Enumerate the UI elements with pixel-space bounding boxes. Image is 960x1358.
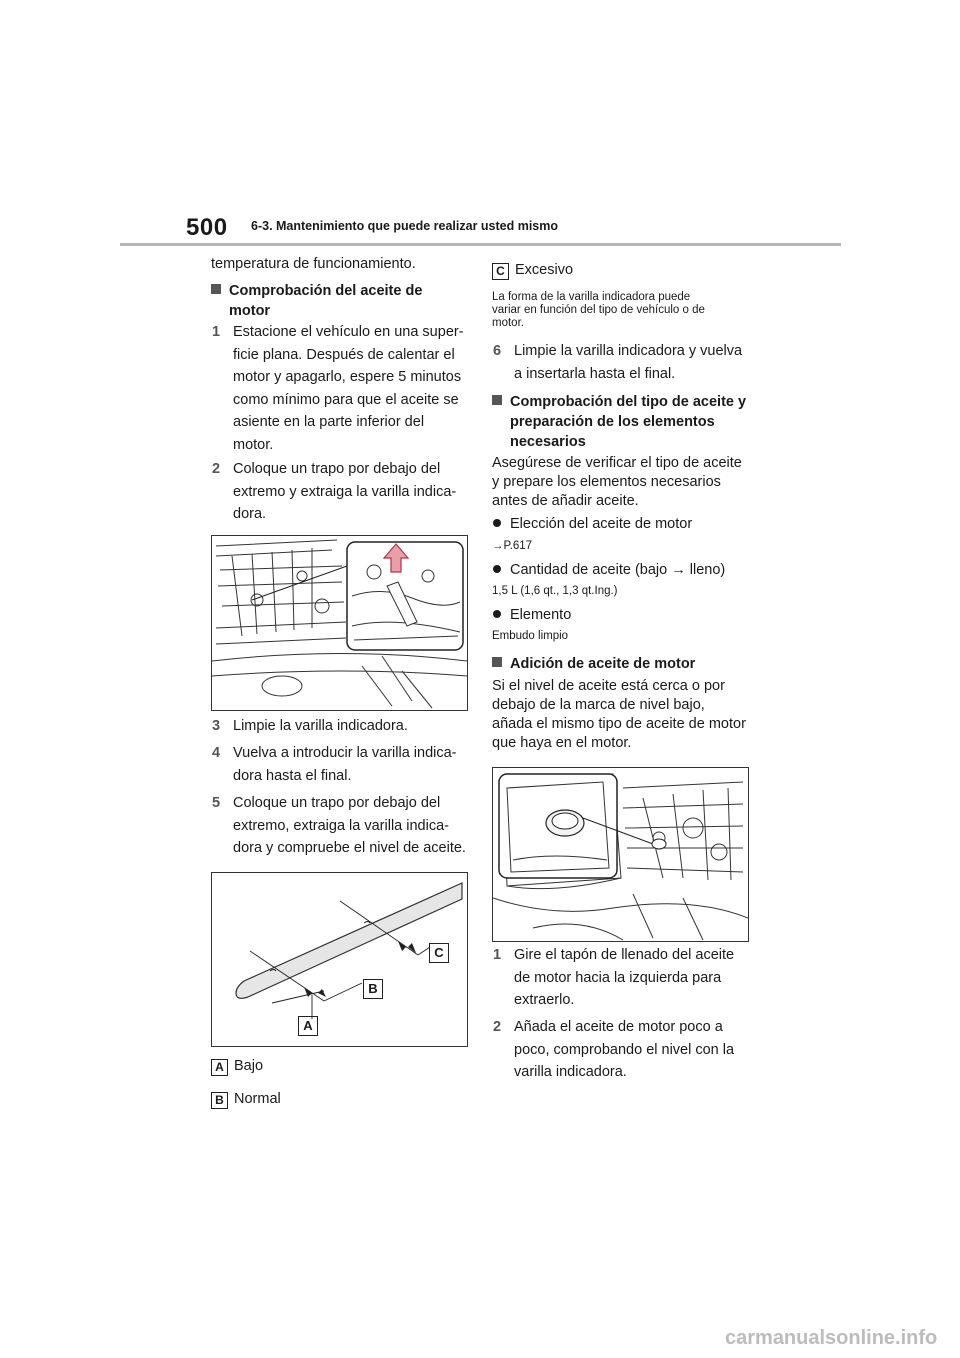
- page-number: 500: [186, 214, 228, 241]
- heading-add-oil: Adición de aceite de motor: [492, 654, 695, 674]
- bullet-icon: [493, 519, 501, 527]
- heading-oil-check: Comprobación del aceite de motor: [211, 281, 461, 321]
- ref-page: →P.617: [492, 540, 533, 552]
- intro-text: temperatura de funcionamiento.: [211, 256, 416, 272]
- step-1: 1 Estacione el vehículo en una super- ficie plana. Después de calentar el motor y apagarlo, espere 5 minutos como mínimo para que el aceite se asiente en la parte inferior del motor.: [212, 324, 464, 453]
- watermark: carmanualsonline.info: [725, 1327, 938, 1349]
- label-c: C: [429, 943, 449, 963]
- header-rule: [120, 243, 841, 246]
- legend-a-key: A: [211, 1059, 228, 1076]
- legend-b: B Normal: [211, 1088, 281, 1111]
- step-3: 3 Limpie la varilla indicadora.: [212, 718, 408, 734]
- section-title: 6-3. Mantenimiento que puede realizar usted mismo: [251, 219, 559, 233]
- bullet-oil-choice: Elección del aceite de motor: [493, 514, 692, 534]
- para-verify-oil: Asegúrese de verificar el tipo de aceite y prepare los elementos necesarios antes de añadir aceite.: [492, 455, 742, 509]
- legend-c: C Excesivo: [492, 259, 573, 282]
- step-2: 2 Coloque un trapo por debajo del extremo y extraiga la varilla indica- dora.: [212, 461, 457, 522]
- heading-square-icon: [492, 657, 502, 667]
- bullet-icon: [493, 610, 501, 618]
- heading-square-icon: [492, 395, 502, 405]
- legend-a: A Bajo: [211, 1055, 263, 1078]
- bullet-oil-quantity: Cantidad de aceite (bajo → lleno): [493, 560, 725, 580]
- note-dipstick-shape: La forma de la varilla indicadora puede variar en función del tipo de vehículo o de motor.: [492, 291, 705, 329]
- step-r2: 2 Añada el aceite de motor poco a poco, comprobando el nivel con la varilla indicadora.: [493, 1019, 735, 1080]
- heading-oil-type: Comprobación del tipo de aceite y preparación de los elementos necesarios: [492, 392, 757, 452]
- legend-c-key: C: [492, 263, 509, 280]
- step-6: 6 Limpie la varilla indicadora y vuelva a insertarla hasta el final.: [493, 343, 743, 382]
- label-a: A: [298, 1016, 318, 1036]
- step-4: 4 Vuelva a introducir la varilla indica- dora hasta el final.: [212, 745, 457, 784]
- step-5: 5 Coloque un trapo por debajo del extremo, extraiga la varilla indica- dora y compruebe el nivel de aceite.: [212, 795, 466, 856]
- label-b: B: [363, 979, 383, 999]
- oil-quantity-value: 1,5 L (1,6 qt., 1,3 qt.Ing.): [492, 585, 618, 597]
- figure-dipstick-removal: [211, 535, 468, 711]
- figure-dipstick-levels: [211, 872, 468, 1047]
- figure-oil-filler-cap: [492, 767, 749, 942]
- para-add-oil: Si el nivel de aceite está cerca o por debajo de la marca de nivel bajo, añada el mismo tipo de aceite de motor que haya en el motor.: [492, 678, 746, 751]
- bullet-icon: [493, 565, 501, 573]
- heading-square-icon: [211, 284, 221, 294]
- step-r1: 1 Gire el tapón de llenado del aceite de motor hacia la izquierda para extraerlo.: [493, 947, 735, 1008]
- bullet-item: Elemento: [493, 605, 571, 625]
- item-value: Embudo limpio: [492, 630, 569, 642]
- legend-b-key: B: [211, 1092, 228, 1109]
